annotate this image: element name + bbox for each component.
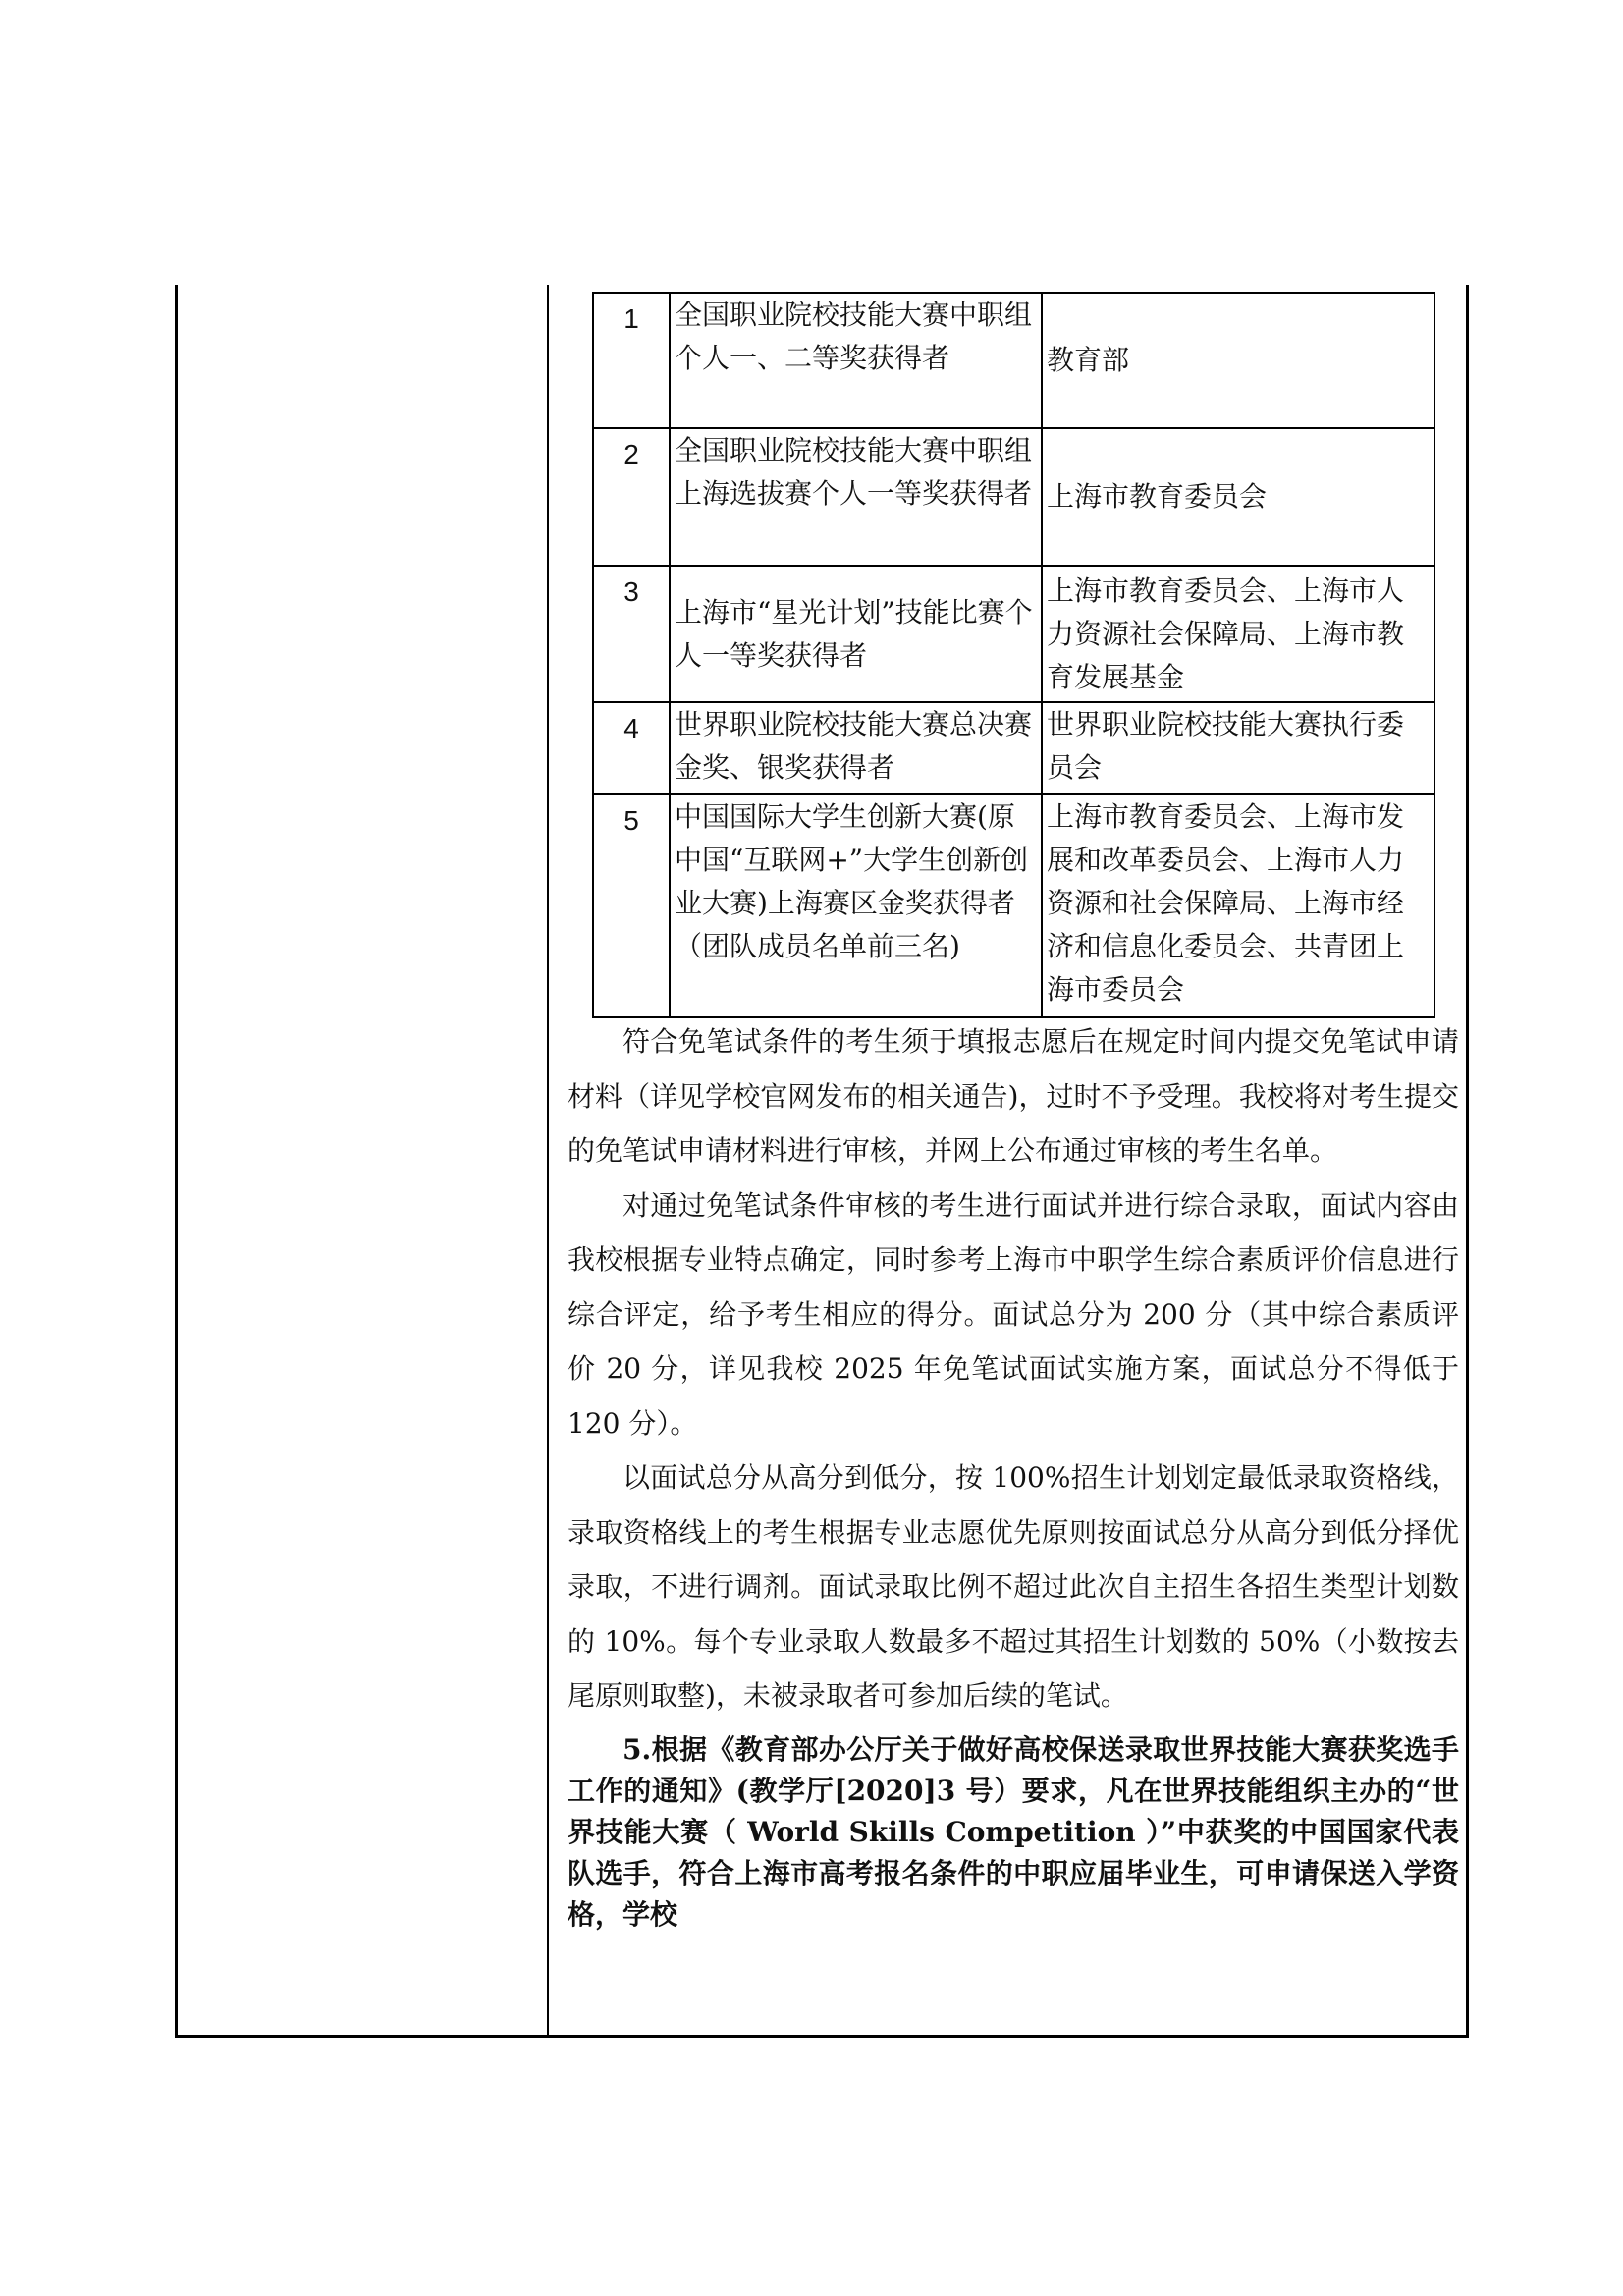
- paragraph-world-skills: 5.根据《教育部办公厅关于做好高校保送录取世界技能大赛获奖选手工作的通知》(教学厅[2020]3 号）要求，凡在世界技能组织主办的“世界技能大赛（ World Skills Competition ）”中获奖的中国国家代表队选手，符合上海市高考报名条件的中职应届毕业生，可申请保送入学资格，学校: [568, 1732, 1459, 1931]
- award-name: 世界职业院校技能大赛总决赛金奖、银奖获得者: [670, 702, 1042, 794]
- outer-border-right: [1466, 285, 1469, 2037]
- awarding-body: 教育部: [1042, 293, 1434, 428]
- row-number: 1: [593, 293, 670, 428]
- body-text: [568, 1014, 1459, 1936]
- row-number: 5: [593, 794, 670, 1017]
- award-name: 中国国际大学生创新大赛(原中国“互联网+”大学生创新创业大赛)上海赛区金奖获得者（团队成员名单前三名): [670, 794, 1042, 1017]
- table-row: [593, 794, 1434, 1017]
- paragraph-application: 符合免笔试条件的考生须于填报志愿后在规定时间内提交免笔试申请材料（详见学校官网发布的相关通告)，过时不予受理。我校将对考生提交的免笔试申请材料进行审核，并网上公布通过审核的考生名单。: [568, 1025, 1459, 1167]
- award-name: 全国职业院校技能大赛中职组上海选拔赛个人一等奖获得者: [670, 428, 1042, 566]
- paragraph-interview: 对通过免笔试条件审核的考生进行面试并进行综合录取，面试内容由我校根据专业特点确定，同时参考上海市中职学生综合素质评价信息进行综合评定，给予考生相应的得分。面试总分为 200 分（其中综合素质评价 20 分，详见我校 2025 年免笔试面试实施方案，面试总分不得低于 120 分）。: [568, 1188, 1459, 1440]
- award-table: [592, 292, 1435, 1018]
- table-row: [593, 428, 1434, 566]
- table-row: [593, 293, 1434, 428]
- column-divider: [547, 285, 549, 2037]
- awarding-body: 上海市教育委员会: [1042, 428, 1434, 566]
- awarding-body: 上海市教育委员会、上海市人力资源社会保障局、上海市教育发展基金: [1042, 566, 1434, 702]
- outer-border-left: [175, 285, 178, 2037]
- row-number: 2: [593, 428, 670, 566]
- table-row: [593, 702, 1434, 794]
- award-name: 全国职业院校技能大赛中职组个人一、二等奖获得者: [670, 293, 1042, 428]
- row-number: 4: [593, 702, 670, 794]
- award-name: 上海市“星光计划”技能比赛个人一等奖获得者: [670, 566, 1042, 702]
- awarding-body: 上海市教育委员会、上海市发展和改革委员会、上海市人力资源和社会保障局、上海市经济和信息化委员会、共青团上海市委员会: [1042, 794, 1434, 1017]
- table-row: [593, 566, 1434, 702]
- awarding-body: 世界职业院校技能大赛执行委员会: [1042, 702, 1434, 794]
- row-number: 3: [593, 566, 670, 702]
- paragraph-admission: 以面试总分从高分到低分，按 100%招生计划划定最低录取资格线，录取资格线上的考生根据专业志愿优先原则按面试总分从高分到低分择优录取，不进行调剂。面试录取比例不超过此次自主招生各招生类型计划数的 10%。每个专业录取人数最多不超过其招生计划数的 50%（小数按去尾原则取整)，未被录取者可参加后续的笔试。: [568, 1461, 1459, 1712]
- outer-border-bottom: [175, 2035, 1469, 2038]
